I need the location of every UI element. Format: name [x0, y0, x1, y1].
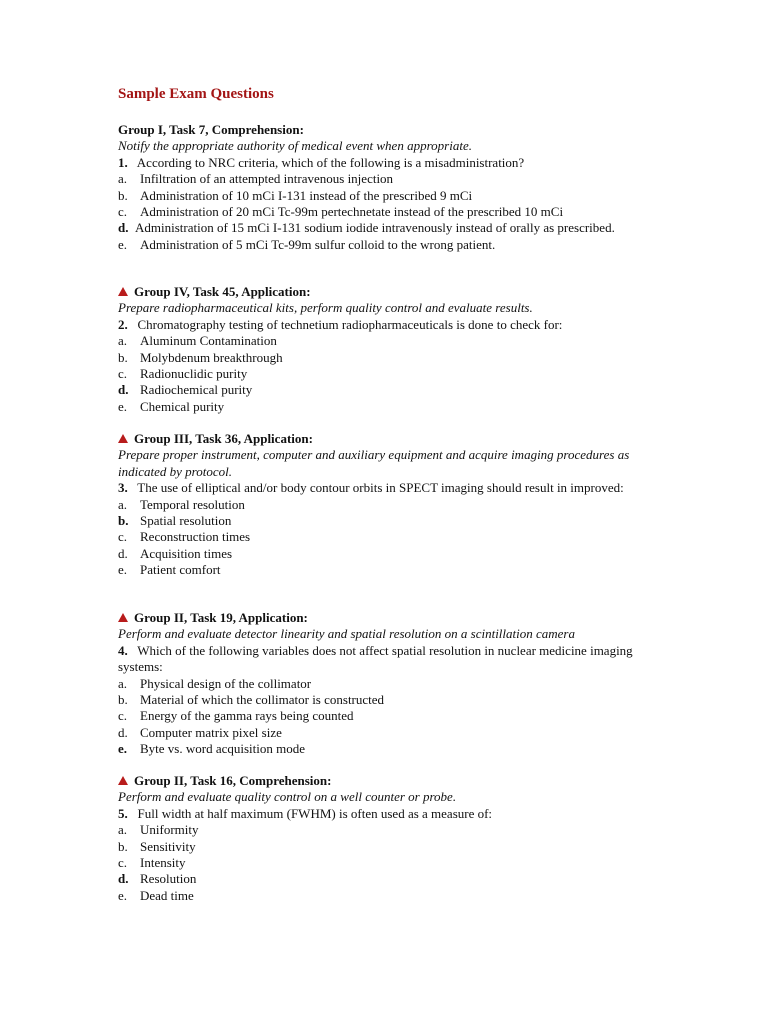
question-heading: Group II, Task 16, Comprehension: — [118, 773, 638, 789]
task-description: Notify the appropriate authority of medical event when appropriate. — [118, 138, 472, 154]
question-number: 2. — [118, 316, 128, 332]
question-3 — [118, 431, 638, 579]
question-number: 3. — [118, 480, 128, 496]
question-4 — [118, 610, 638, 758]
answer-option: d. Acquisition times — [118, 545, 233, 561]
page-title: Sample Exam Questions — [118, 86, 274, 102]
answer-option: e. Dead time — [118, 887, 194, 903]
answer-option: b. Molybdenum breakthrough — [118, 349, 283, 365]
question-2 — [118, 284, 638, 415]
answer-option: c. Energy of the gamma rays being counted — [118, 708, 354, 724]
answer-option-correct: b. Spatial resolution — [118, 513, 232, 529]
question-heading: Group I, Task 7, Comprehension: — [118, 122, 304, 137]
answer-option: c. Intensity — [118, 855, 186, 871]
question-heading: Group III, Task 36, Application: — [118, 431, 638, 447]
answer-option: c. Radionuclidic purity — [118, 366, 248, 382]
answer-option: a. Infiltration of an attempted intravenous injection — [118, 171, 394, 187]
task-description: Perform and evaluate detector linearity and spatial resolution on a scintillation camera — [118, 626, 575, 642]
answer-option: a. Uniformity — [118, 822, 199, 838]
answer-option: d. Computer matrix pixel size — [118, 724, 282, 740]
answer-option: e. Chemical purity — [118, 398, 225, 414]
question-number: 1. — [118, 154, 128, 170]
answer-option: a. Aluminum Contamination — [118, 333, 277, 349]
answer-option-correct: d. Resolution — [118, 871, 197, 887]
warning-triangle-icon — [118, 613, 128, 622]
answer-option-correct: d. Administration of 15 mCi I-131 sodium iodide intravenously instead of orally as prescribed. — [118, 220, 615, 236]
answer-option: b. Administration of 10 mCi I-131 instead of the prescribed 9 mCi — [118, 187, 473, 203]
question-number: 5. — [118, 805, 128, 821]
question-stem: 1. According to NRC criteria, which of the following is a misadministration? — [118, 154, 525, 170]
answer-option: a. Temporal resolution — [118, 496, 245, 512]
answer-option: e. Administration of 5 mCi Tc-99m sulfur colloid to the wrong patient. — [118, 236, 496, 252]
warning-triangle-icon — [118, 776, 128, 785]
question-number: 4. — [118, 642, 128, 658]
question-1 — [118, 122, 638, 253]
answer-option: b. Material of which the collimator is constructed — [118, 692, 385, 708]
question-stem: 3. The use of elliptical and/or body contour orbits in SPECT imaging should result in improved: — [118, 480, 624, 496]
question-stem: 5. Full width at half maximum (FWHM) is often used as a measure of: — [118, 805, 493, 821]
task-description: Prepare radiopharmaceutical kits, perform quality control and evaluate results. — [118, 300, 533, 316]
warning-triangle-icon — [118, 287, 128, 296]
answer-option: c. Administration of 20 mCi Tc-99m pertechnetate instead of the prescribed 10 mCi — [118, 204, 564, 220]
question-stem: 4. Which of the following variables does not affect spatial resolution in nuclear medicine imaging systems: — [118, 642, 633, 675]
answer-option: b. Sensitivity — [118, 838, 196, 854]
answer-option-correct: d. Radiochemical purity — [118, 382, 253, 398]
task-description: Perform and evaluate quality control on a well counter or probe. — [118, 789, 457, 805]
warning-triangle-icon — [118, 434, 128, 443]
answer-option: e. Patient comfort — [118, 562, 221, 578]
question-5 — [118, 773, 638, 904]
task-description: Prepare proper instrument, computer and auxiliary equipment and acquire imaging procedures as indicated by protocol. — [118, 447, 630, 479]
answer-option-correct: e. Byte vs. word acquisition mode — [118, 741, 306, 757]
question-stem: 2. Chromatography testing of technetium radiopharmaceuticals is done to check for: — [118, 316, 563, 332]
answer-option: a. Physical design of the collimator — [118, 675, 312, 691]
question-heading: Group IV, Task 45, Application: — [118, 284, 638, 300]
question-heading: Group II, Task 19, Application: — [118, 610, 638, 626]
answer-option: c. Reconstruction times — [118, 529, 251, 545]
